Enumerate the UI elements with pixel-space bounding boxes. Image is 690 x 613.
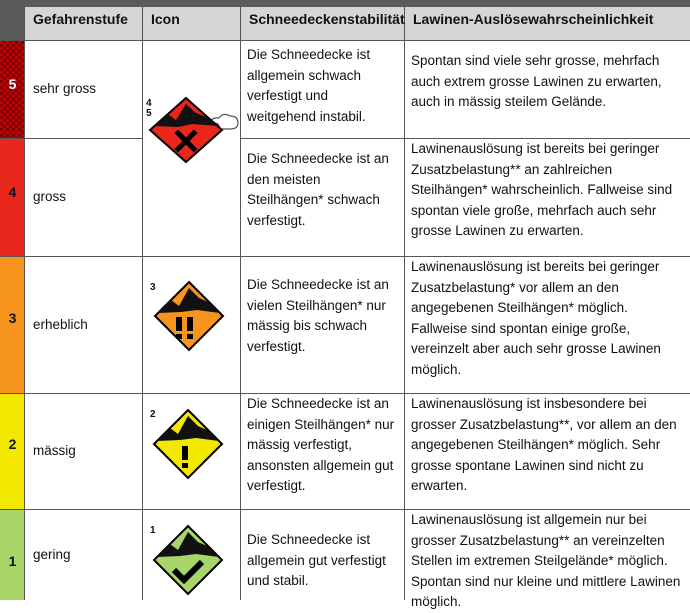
header-icon: Icon xyxy=(143,7,241,41)
table-top-bar xyxy=(0,0,690,7)
icon-level-tag: 1 xyxy=(150,525,156,536)
level-number: 1 xyxy=(8,553,17,569)
stability-text: Die Schneedecke ist allgemein schwach verfestigt und weitgehend instabil. xyxy=(241,41,405,139)
probability-text: Spontan sind viele sehr grosse, mehrfach auch extrem grosse Lawinen zu erwarten, auch in mässig steilem Gelände. xyxy=(405,41,690,139)
level-2-color-stripe xyxy=(0,394,25,510)
header-probability: Lawinen-Auslösewahrscheinlichkeit xyxy=(405,7,690,41)
header-stability: Schneedeckenstabilität xyxy=(241,7,405,41)
level-number: 2 xyxy=(8,436,17,452)
header-stripe-cell xyxy=(0,7,25,41)
probability-text: Lawinenauslösung ist bereits bei geringer Zusatzbelastung* vor allem an den angegebenen Steilhängen* möglich. Fallweise sind spontan einige große, vereinzelt aber auch sehr grosse Lawinen möglich. xyxy=(405,257,690,394)
icon-level-tag: 4 5 xyxy=(146,98,152,119)
stability-text: Die Schneedecke ist an vielen Steilhängen* nur mässig bis schwach verfestigt. xyxy=(241,257,405,394)
level-name: gross xyxy=(25,139,143,257)
danger-level-2-exclamation-icon xyxy=(152,408,224,480)
stability-text: Die Schneedecke ist an einigen Steilhängen* nur mässig verfestigt, ansonsten allgemein gut verfestigt. xyxy=(241,394,405,510)
level-number: 5 xyxy=(8,76,17,92)
level-number: 3 xyxy=(8,310,17,326)
level-name: erheblich xyxy=(25,257,143,394)
level-name: sehr gross xyxy=(25,41,143,139)
stability-text: Die Schneedecke ist allgemein gut verfestigt und stabil. xyxy=(241,510,405,600)
level-name: mässig xyxy=(25,394,143,510)
danger-level-3-double-exclamation-icon xyxy=(153,280,225,352)
icon-level-tag: 2 xyxy=(150,409,156,420)
header-level: Gefahrenstufe xyxy=(25,7,143,41)
probability-text: Lawinenauslösung ist insbesondere bei grosser Zusatzbelastung**, vor allem an den angegebenen Steilhängen* möglich. Sehr grosse spontane Lawinen sind nicht zu erwarten. xyxy=(405,394,690,510)
icon-level-tag: 3 xyxy=(150,282,156,293)
level-name: gering xyxy=(25,510,143,600)
probability-text: Lawinenauslösung ist bereits bei geringer Zusatzbelastung** an zahlreichen Steilhängen* wahrscheinlich. Fallweise sind spontan viele große, mehrfach auch sehr grosse Lawinen zu erwarten. xyxy=(405,139,690,257)
danger-level-4-5-x-icon xyxy=(148,96,240,166)
danger-level-1-checkmark-icon xyxy=(152,524,224,596)
level-number: 4 xyxy=(8,184,17,200)
stability-text: Die Schneedecke ist an den meisten Steilhängen* schwach verfestigt. xyxy=(241,139,405,257)
probability-text: Lawinenauslösung ist allgemein nur bei grosser Zusatzbelastung** an vereinzelten Stellen im extremen Steilgelände* möglich. Spontan sind nur kleine und mittlere Lawinen möglich. xyxy=(411,512,681,609)
